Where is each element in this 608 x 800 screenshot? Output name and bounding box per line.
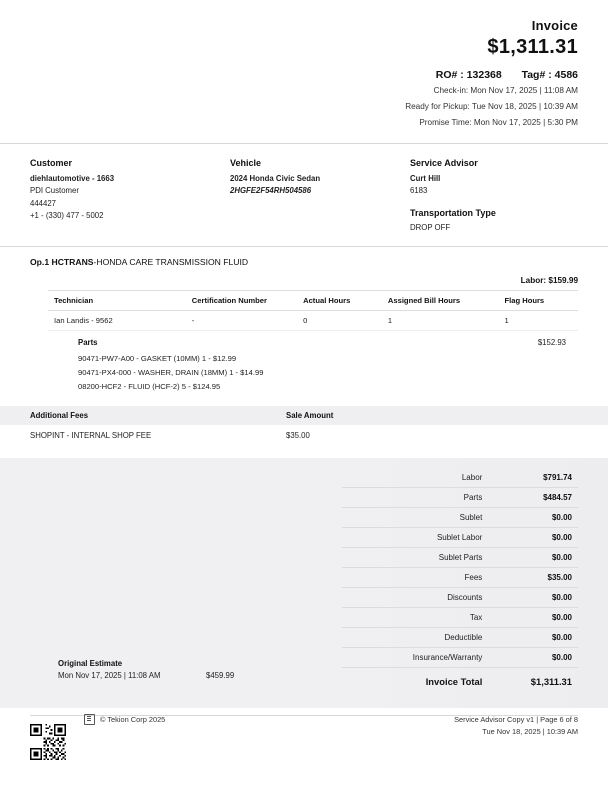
col-assigned-bill-hours: Assigned Bill Hours [382, 291, 499, 311]
info-section [0, 144, 608, 246]
invoice-amount: $1,311.31 [487, 36, 578, 58]
invoice-title: Invoice [531, 18, 578, 33]
total-label: Sublet Labor [342, 528, 488, 548]
table-row [342, 608, 578, 628]
total-label: Insurance/Warranty [342, 648, 488, 668]
operation-title [30, 257, 578, 267]
total-value: $0.00 [488, 548, 578, 568]
totals-table-body [342, 468, 578, 692]
list-item: 90471-PW7-A00 - GASKET (10MM) 1 - $12.99 [78, 354, 237, 364]
technician-table-body [48, 311, 578, 331]
customer-number: 444427 [30, 198, 57, 208]
advisor-heading: Service Advisor [410, 157, 478, 168]
col-technician: Technician [48, 291, 186, 311]
total-value: $0.00 [488, 628, 578, 648]
original-estimate-date: Mon Nov 17, 2025 | 11:08 AM [58, 671, 161, 681]
invoice-total-value: $1,311.31 [488, 668, 578, 693]
total-value: $0.00 [488, 588, 578, 608]
cell-actual-hours: 0 [297, 311, 382, 331]
total-value: $35.00 [488, 568, 578, 588]
fees-col-amount: Sale Amount [286, 411, 334, 421]
total-label: Labor [342, 468, 488, 488]
total-label: Tax [342, 608, 488, 628]
vehicle-vin: 2HGFE2F54RH504586 [230, 186, 312, 196]
total-label: Fees [342, 568, 488, 588]
operation-code: Op.1 HCTRANS [30, 257, 94, 268]
totals-table [342, 468, 578, 692]
table-row [342, 528, 578, 548]
advisor-name: Curt Hill [410, 173, 441, 183]
list-item: 90471-PX4-000 - WASHER, DRAIN (18MM) 1 - $14.99 [78, 368, 264, 378]
fee-amount: $35.00 [286, 431, 310, 441]
table-row [342, 468, 578, 488]
checkin-time: Check-in: Mon Nov 17, 2025 | 11:08 AM [433, 86, 578, 95]
customer-phone: +1 - (330) 477 - 5002 [30, 211, 104, 221]
promise-time: Promise Time: Mon Nov 17, 2025 | 5:30 PM [419, 117, 578, 127]
cell-assigned-bill-hours: 1 [382, 311, 499, 331]
table-row [48, 311, 578, 331]
parts-block [0, 331, 608, 394]
ro-tag-line [30, 69, 578, 81]
ro-number: RO# : 132368 [435, 69, 502, 81]
table-row [0, 425, 608, 446]
total-label: Sublet Parts [342, 548, 488, 568]
invoice-total-row [342, 668, 578, 693]
total-value: $484.57 [488, 488, 578, 508]
customer-name: diehlautomotive - 1663 [30, 173, 115, 183]
cell-flag-hours: 1 [498, 311, 578, 331]
customer-heading: Customer [30, 157, 73, 168]
technician-table-head [48, 291, 578, 311]
original-estimate-row [58, 671, 234, 680]
vehicle-description: 2024 Honda Civic Sedan [230, 173, 321, 183]
total-value: $0.00 [488, 648, 578, 668]
tekion-logo-icon [84, 714, 95, 725]
vehicle-block [230, 158, 410, 234]
table-row [342, 548, 578, 568]
table-row [342, 568, 578, 588]
transportation-heading: Transportation Type [410, 207, 496, 218]
advisor-id: 6183 [410, 186, 428, 196]
total-value: $0.00 [488, 608, 578, 628]
total-value: $791.74 [488, 468, 578, 488]
invoice-header [0, 0, 608, 129]
fees-col-name: Additional Fees [30, 411, 89, 421]
total-value: $0.00 [488, 528, 578, 548]
customer-block [30, 158, 230, 234]
fee-name: SHOPINT - INTERNAL SHOP FEE [30, 431, 152, 441]
table-row [342, 588, 578, 608]
col-flag-hours: Flag Hours [498, 291, 578, 311]
operation-block [0, 247, 608, 285]
total-label: Parts [342, 488, 488, 508]
col-certification-number: Certification Number [186, 291, 297, 311]
vehicle-heading: Vehicle [230, 157, 262, 168]
invoice-footer [30, 710, 578, 760]
footer-copyright-line [84, 714, 165, 725]
footer-left [30, 710, 165, 760]
col-actual-hours: Actual Hours [297, 291, 382, 311]
advisor-block [410, 158, 578, 234]
table-row [342, 488, 578, 508]
parts-total: $152.93 [537, 338, 566, 348]
parts-heading: Parts [78, 338, 98, 348]
totals-section [0, 458, 608, 708]
additional-fees-header [0, 406, 608, 425]
cell-certification-number: - [186, 311, 297, 331]
table-row [342, 648, 578, 668]
ready-for-pickup-time: Ready for Pickup: Tue Nov 18, 2025 | 10:39 AM [405, 101, 578, 111]
qr-code-icon [30, 724, 66, 760]
total-label: Deductible [342, 628, 488, 648]
operation-description: -HONDA CARE TRANSMISSION FLUID [93, 257, 249, 268]
tag-number: Tag# : 4586 [521, 69, 578, 81]
original-estimate-amount: $459.99 [206, 671, 235, 681]
technician-table-wrap [0, 290, 608, 331]
original-estimate-block [58, 659, 234, 680]
table-row [342, 628, 578, 648]
invoice-total-label: Invoice Total [342, 668, 488, 693]
table-row [342, 508, 578, 528]
list-item: 08200-HCF2 - FLUID (HCF-2) 5 - $124.95 [78, 382, 221, 392]
customer-type: PDI Customer [30, 186, 79, 196]
parts-header [78, 338, 578, 347]
total-label: Sublet [342, 508, 488, 528]
original-estimate-title: Original Estimate [58, 659, 123, 669]
total-label: Discounts [342, 588, 488, 608]
footer-timestamp: Tue Nov 18, 2025 | 10:39 AM [482, 726, 578, 736]
footer-right [454, 714, 578, 738]
cell-technician: Ian Landis - 9562 [48, 311, 186, 331]
technician-header-row [48, 291, 578, 311]
footer-copy-info: Service Advisor Copy v1 | Page 6 of 8 [454, 715, 578, 724]
technician-table [48, 290, 578, 331]
total-value: $0.00 [488, 508, 578, 528]
footer-copyright: © Tekion Corp 2025 [100, 715, 166, 724]
transportation-value: DROP OFF [410, 222, 451, 232]
operation-labor-total: Labor: $159.99 [520, 276, 578, 286]
